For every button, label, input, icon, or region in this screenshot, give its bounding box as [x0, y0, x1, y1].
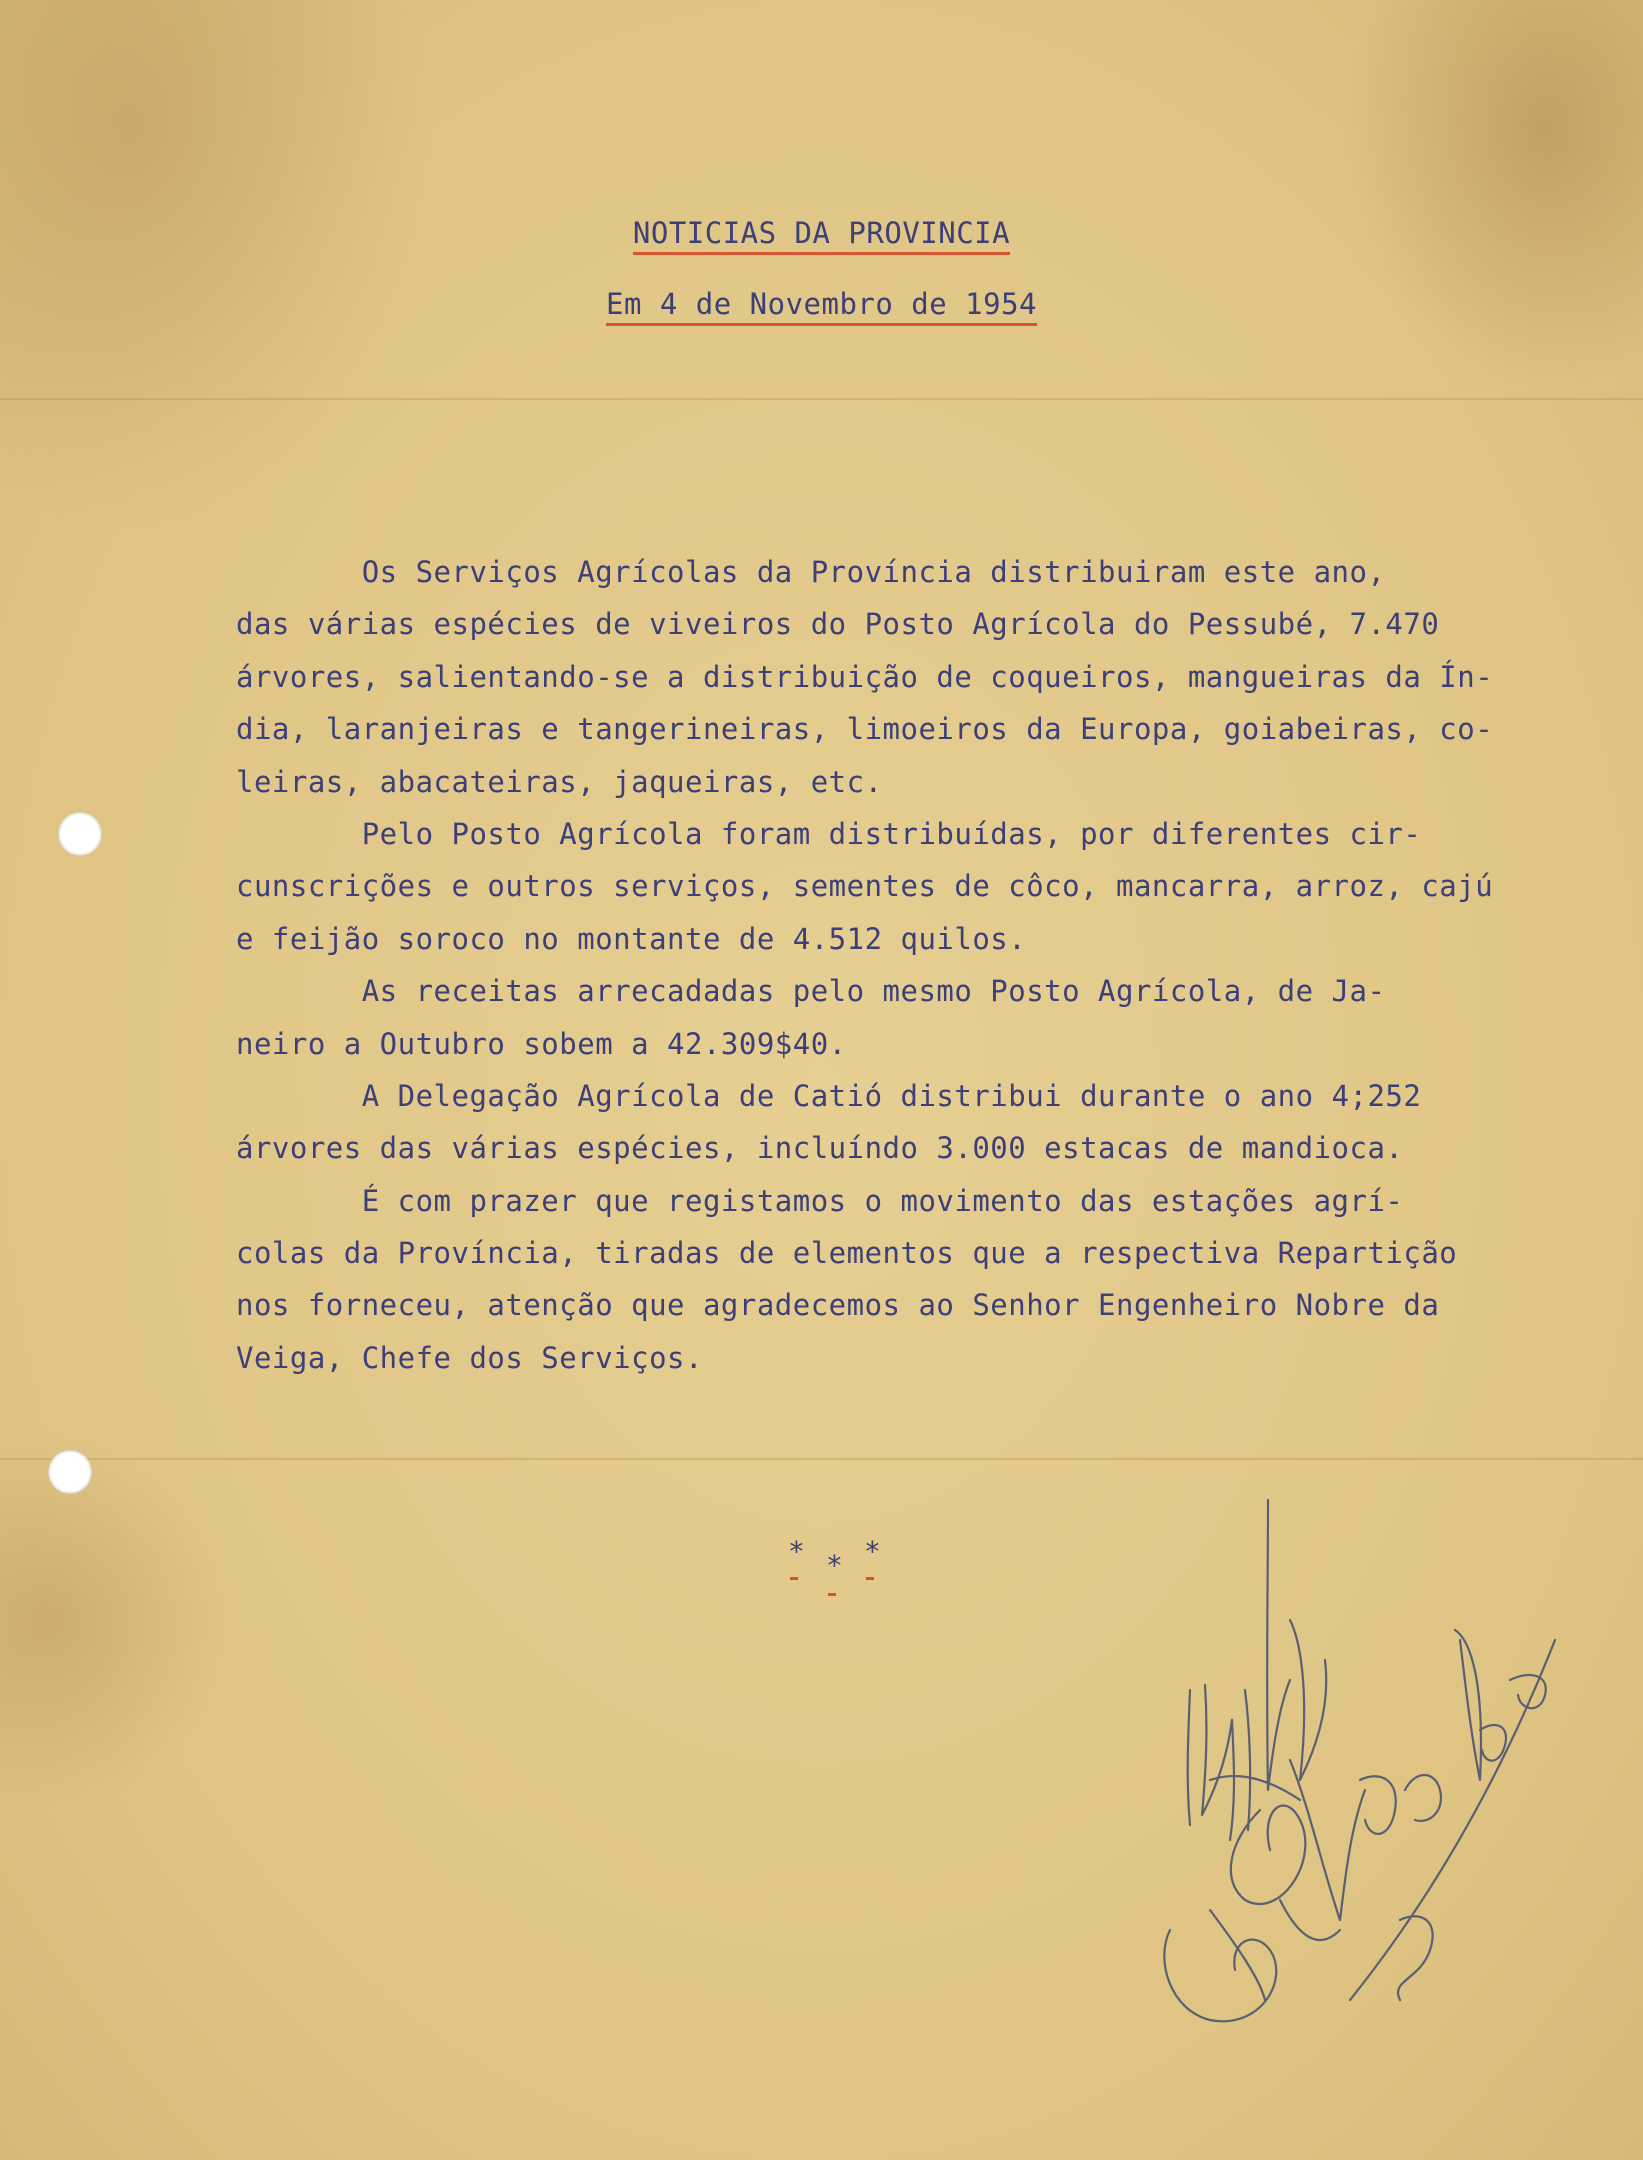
- body-line: As receitas arrecadadas pelo mesmo Posto Agrícola, de Ja-: [236, 974, 1386, 1009]
- body-line: e feijão soroco no montante de 4.512 quilos.: [236, 921, 1027, 956]
- handwritten-signature: [1150, 1480, 1570, 2060]
- paper-fold-line: [0, 1458, 1643, 1460]
- separator-dash: [866, 1577, 874, 1580]
- body-line: Pelo Posto Agrícola foram distribuídas, por diferentes cir-: [236, 816, 1422, 851]
- separator-star: *: [788, 1535, 805, 1568]
- body-line: Os Serviços Agrícolas da Província distribuiram este ano,: [236, 555, 1386, 589]
- body-line: É com prazer que registamos o movimento das estações agrí-: [236, 1183, 1404, 1218]
- body-line: Veiga, Chefe dos Serviços.: [236, 1340, 703, 1375]
- document-body: [236, 546, 1606, 1384]
- punch-hole: [48, 1450, 92, 1494]
- body-line: colas da Província, tiradas de elementos que a respectiva Repartição: [236, 1236, 1458, 1271]
- separator-dash: [790, 1577, 798, 1580]
- paper-fold-line: [0, 398, 1643, 400]
- document-date: [0, 287, 1643, 321]
- body-line: neiro a Outubro sobem a 42.309$40.: [236, 1026, 847, 1061]
- document-date-text: Em 4 de Novembro de 1954: [606, 287, 1037, 326]
- body-line: cunscrições e outros serviços, sementes de côco, mancarra, arroz, cajú: [236, 869, 1494, 904]
- body-line: nos forneceu, atenção que agradecemos ao Senhor Engenheiro Nobre da: [236, 1288, 1440, 1323]
- separator-star: *: [864, 1535, 881, 1568]
- body-line: dia, laranjeiras e tangerineiras, limoeiros da Europa, goiabeiras, co-: [236, 712, 1494, 747]
- separator-star: *: [826, 1549, 843, 1582]
- section-separator: [778, 1535, 898, 1605]
- body-line: leiras, abacateiras, jaqueiras, etc.: [236, 764, 883, 799]
- punch-hole: [58, 812, 102, 856]
- body-line: árvores, salientando-se a distribuição de coqueiros, mangueiras da Ín-: [236, 659, 1494, 694]
- document-title: [0, 216, 1643, 250]
- body-line: árvores das várias espécies, incluíndo 3.000 estacas de mandioca.: [236, 1131, 1404, 1166]
- body-line: A Delegação Agrícola de Catió distribui durante o ano 4;252: [236, 1078, 1422, 1113]
- separator-dash: [828, 1593, 836, 1596]
- body-line: das várias espécies de viveiros do Posto Agrícola do Pessubé, 7.470: [236, 607, 1440, 642]
- document-title-text: NOTICIAS DA PROVINCIA: [633, 216, 1010, 255]
